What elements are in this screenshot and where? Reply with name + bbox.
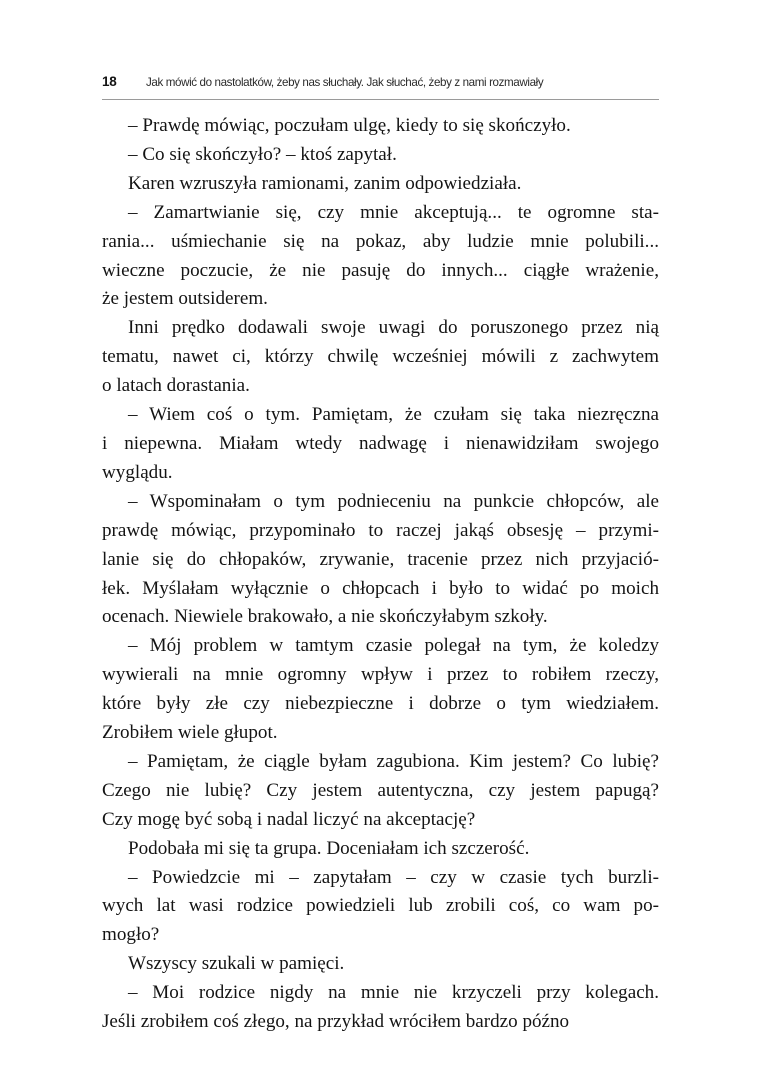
- text-line: że jestem outsiderem.: [102, 288, 268, 310]
- paragraph: [102, 199, 659, 315]
- text-line: – Moi rodzice nigdy na mnie nie krzyczeli przy kolegach.: [128, 982, 659, 1004]
- text-line: prawdę mówiąc, przypominało to raczej jakąś obsesję – przymi-: [102, 519, 659, 541]
- text-line: ocenach. Niewiele brakowało, a nie skończyłabym szkoły.: [102, 606, 548, 628]
- text-line: – Wspominałam o tym podnieceniu na punkcie chłopców, ale: [128, 490, 659, 512]
- text-line: Karen wzruszyła ramionami, zanim odpowiedziała.: [128, 172, 522, 194]
- paragraph: [102, 112, 659, 141]
- text-line: wieczne poczucie, że nie pasuję do innych... ciągłe wrażenie,: [102, 259, 659, 281]
- page-body: [102, 112, 659, 1037]
- text-line: – Prawdę mówiąc, poczułam ulgę, kiedy to się skończyło.: [128, 115, 571, 136]
- text-line: – Pamiętam, że ciągle byłam zagubiona. Kim jestem? Co lubię?: [128, 750, 659, 772]
- text-line: i niepewna. Miałam wtedy nadwagę i nienawidziłam swojego: [102, 432, 659, 454]
- paragraph: [102, 748, 659, 835]
- paragraph: [102, 950, 659, 979]
- text-line: rania... uśmiechanie się na pokaz, aby ludzie mnie polubili...: [102, 230, 659, 252]
- text-line: o latach dorastania.: [102, 375, 250, 397]
- paragraph: [102, 141, 659, 170]
- text-line: Czego nie lubię? Czy jestem autentyczna, czy jestem papugą?: [102, 779, 659, 801]
- text-line: – Wiem coś o tym. Pamiętam, że czułam się taka niezręczna: [128, 404, 659, 426]
- text-line: Inni prędko dodawali swoje uwagi do poruszonego przez nią: [128, 317, 659, 339]
- text-line: lanie się do chłopaków, zrywanie, tracenie przez nich przyjació-: [102, 548, 659, 570]
- paragraph: [102, 835, 659, 864]
- text-line: Podobała mi się ta grupa. Doceniałam ich szczerość.: [128, 837, 530, 859]
- text-line: Jeśli zrobiłem coś złego, na przykład wróciłem bardzo późno: [102, 1011, 570, 1033]
- text-line: Czy mogę być sobą i nadal liczyć na akceptację?: [102, 808, 476, 830]
- text-line: wyglądu.: [102, 461, 173, 483]
- paragraph: [102, 401, 659, 488]
- text-line: tematu, nawet ci, którzy chwilę wcześniej mówili z zachwytem: [102, 346, 659, 368]
- paragraph: [102, 170, 659, 199]
- text-line: Wszyscy szukali w pamięci.: [128, 953, 345, 975]
- text-line: – Powiedzcie mi – zapytałam – czy w czasie tych burzli-: [128, 866, 659, 888]
- text-line: – Mój problem w tamtym czasie polegał na tym, że koledzy: [128, 635, 659, 657]
- paragraph: [102, 864, 659, 951]
- header-divider: [102, 99, 659, 100]
- paragraph: [102, 488, 659, 633]
- text-line: – Zamartwianie się, czy mnie akceptują... te ogromne sta-: [128, 201, 659, 223]
- text-line: – Co się skończyło? – ktoś zapytał.: [128, 143, 397, 165]
- page-number: 18: [102, 74, 117, 89]
- running-head: [102, 74, 660, 89]
- paragraph: [102, 979, 659, 1037]
- text-line: łek. Myślałam wyłącznie o chłopcach i było to widać po moich: [102, 577, 659, 599]
- text-line: Zrobiłem wiele głupot.: [102, 722, 278, 744]
- text-line: mogło?: [102, 924, 160, 946]
- paragraph: [102, 632, 659, 748]
- text-line: wywierali na mnie ogromny wpływ i przez to robiłem rzeczy,: [102, 664, 659, 686]
- running-title: Jak mówić do nastolatków, żeby nas słuchały. Jak słuchać, żeby z nami rozmawiały: [146, 76, 544, 89]
- text-line: które były złe czy niebezpieczne i dobrze o tym wiedziałem.: [102, 693, 659, 715]
- paragraph: [102, 314, 659, 401]
- text-line: wych lat wasi rodzice powiedzieli lub zrobili coś, co wam po-: [102, 895, 659, 917]
